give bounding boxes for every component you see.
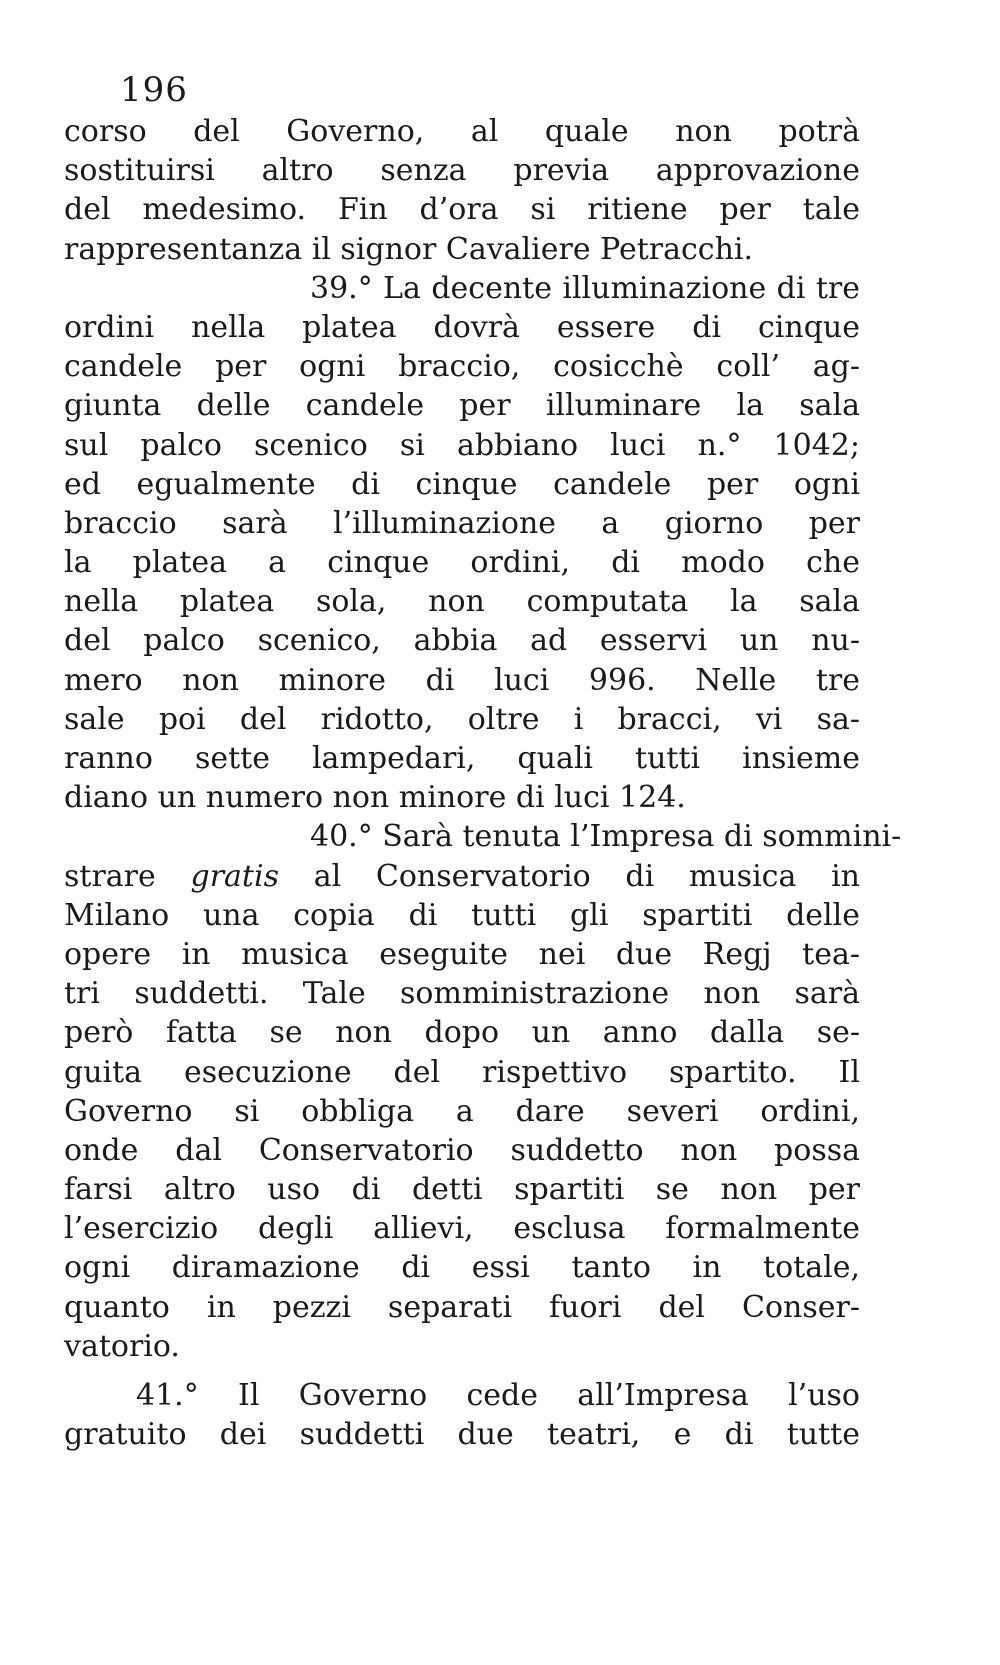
italic-word: gratis bbox=[190, 858, 279, 894]
text-line: Milano una copia di tutti gli spartiti delle bbox=[64, 897, 860, 933]
text-line: onde dal Conservatorio suddetto non possa bbox=[64, 1132, 860, 1168]
text-line: la platea a cinque ordini, di modo che bbox=[64, 545, 860, 581]
text-fragment: strare bbox=[64, 858, 156, 894]
text-line: rappresentanza il signor Cavaliere Petracchi. bbox=[64, 231, 754, 267]
page-number: 196 bbox=[120, 70, 188, 110]
text-line: farsi altro uso di detti spartiti se non per bbox=[64, 1172, 860, 1208]
text-fragment: al Conservatorio di musica in bbox=[313, 858, 860, 894]
text-line: candele per ogni braccio, cosicchè coll’ ag- bbox=[64, 349, 860, 385]
text-line-with-italic bbox=[64, 857, 860, 896]
text-line: del medesimo. Fin d’ora si ritiene per tale bbox=[64, 192, 860, 228]
paragraph-41-start: 41.° Il Governo cede all’Impresa l’uso bbox=[136, 1378, 860, 1413]
paragraph-39-start: 39.° La decente illuminazione di tre bbox=[310, 270, 860, 306]
text-line: guita esecuzione del rispettivo spartito. Il bbox=[64, 1054, 860, 1090]
text-line: tri suddetti. Tale somministrazione non sarà bbox=[64, 976, 860, 1012]
text-line: sale poi del ridotto, oltre i bracci, vi sa- bbox=[64, 701, 860, 737]
text-line: quanto in pezzi separati fuori del Conser- bbox=[64, 1289, 860, 1325]
text-line: ordini nella platea dovrà essere di cinque bbox=[64, 309, 860, 345]
text-line: nella platea sola, non computata la sala bbox=[64, 584, 860, 620]
text-line: ed egualmente di cinque candele per ogni bbox=[64, 466, 860, 502]
text-line: ogni diramazione di essi tanto in totale, bbox=[64, 1250, 860, 1286]
text-line: ranno sette lampedari, quali tutti insieme bbox=[64, 741, 860, 776]
body-text bbox=[64, 112, 902, 1454]
text-line: giunta delle candele per illuminare la sala bbox=[64, 388, 860, 424]
text-line: vatorio. bbox=[64, 1328, 180, 1364]
paragraph-40-start: 40.° Sarà tenuta l’Impresa di sommini- bbox=[310, 819, 902, 855]
text-line: però fatta se non dopo un anno dalla se- bbox=[64, 1015, 860, 1051]
text-line: sul palco scenico si abbiano luci n.° 1042; bbox=[64, 427, 860, 463]
text-line: diano un numero non minore di luci 124. bbox=[64, 780, 686, 816]
text-line: sostituirsi altro senza previa approvazione bbox=[64, 153, 860, 189]
text-line: gratuito dei suddetti due teatri, e di tutte bbox=[64, 1417, 860, 1453]
text-line: braccio sarà l’illuminazione a giorno per bbox=[64, 505, 860, 541]
text-line: del palco scenico, abbia ad esservi un nu- bbox=[64, 623, 860, 659]
text-line: l’esercizio degli allievi, esclusa formalmente bbox=[64, 1211, 860, 1247]
text-line: Governo si obbliga a dare severi ordini, bbox=[64, 1093, 860, 1129]
text-line: corso del Governo, al quale non potrà bbox=[64, 114, 860, 149]
text-line: opere in musica eseguite nei due Regj tea- bbox=[64, 936, 860, 972]
text-line: mero non minore di luci 996. Nelle tre bbox=[64, 662, 860, 698]
